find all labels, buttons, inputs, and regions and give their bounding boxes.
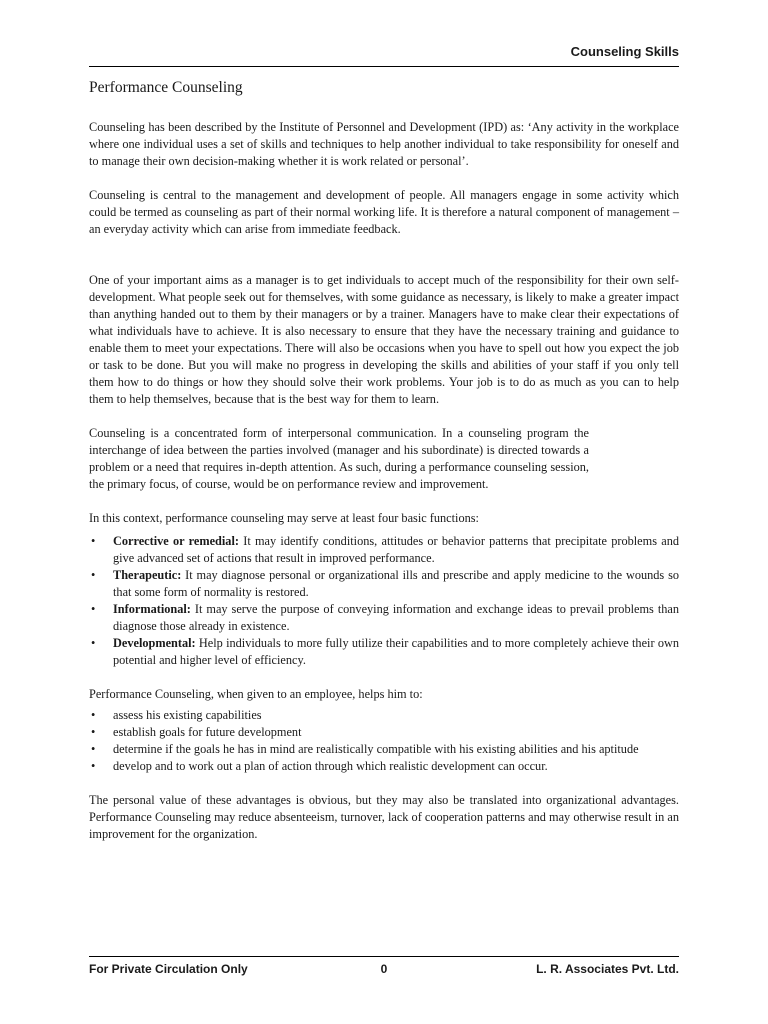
bullet-icon: • bbox=[91, 568, 96, 582]
header-divider bbox=[89, 66, 679, 67]
footer-divider bbox=[89, 956, 679, 957]
function-term: Informational: bbox=[113, 602, 191, 616]
list-item bbox=[89, 601, 679, 635]
function-term: Corrective or remedial: bbox=[113, 534, 239, 548]
helps-list bbox=[89, 707, 679, 775]
footer-publisher: L. R. Associates Pvt. Ltd. bbox=[536, 962, 679, 976]
list-item-text: establish goals for future development bbox=[113, 725, 302, 739]
footer-circulation-note: For Private Circulation Only bbox=[89, 962, 248, 976]
bullet-icon: • bbox=[91, 708, 96, 722]
bullet-icon: • bbox=[91, 725, 96, 739]
running-header: Counseling Skills bbox=[570, 44, 679, 59]
bullet-icon: • bbox=[91, 602, 96, 616]
function-term: Therapeutic: bbox=[113, 568, 182, 582]
paragraph-interpersonal-communication: Counseling is a concentrated form of interpersonal communication. In a counseling program the interchange of idea between the parties involved (manager and his subordinate) is directed towards a problem or a need that requires in-depth attention. As such, during a performance counseling session, the primary focus, of course, would be on performance review and improvement. bbox=[89, 426, 589, 491]
list-item bbox=[89, 567, 679, 601]
paragraph-self-development: One of your important aims as a manager is to get individuals to accept much of the responsibility for their own self-development. What people seek out for themselves, with some guidance as necessary, is likely to make a greater impact than anything handed out to them by their managers or by a trainer. Managers have to make clear their expectations of what individuals have to achieve. It is also necessary to ensure that they have the necessary training and guidance to enable them to meet your expectations. There will also be occasions when you have to spell out how you expect the job or task to be done. But you will make no progress in developing the skills and abilities of your staff if you only tell them how to do things or how they should solve their work problems. Your job is to do as much as you can to help them to help themselves, because that is the best way for them to learn. bbox=[89, 273, 679, 406]
list-item-text: determine if the goals he has in mind are realistically compatible with his existing abilities and his aptitude bbox=[113, 742, 639, 756]
paragraph-central-role: Counseling is central to the management and development of people. All managers engage in some activity which could be termed as counseling as part of their normal working life. It is therefore a natural component of management – an everyday activity which can arise from immediate feedback. bbox=[89, 188, 679, 236]
page-number: 0 bbox=[380, 962, 388, 976]
list-item bbox=[89, 758, 679, 775]
function-description: Help individuals to more fully utilize their capabilities and to more completely achieve their own potential and higher level of efficiency. bbox=[113, 636, 679, 667]
list-item bbox=[89, 635, 679, 669]
paragraph-helps-intro: Performance Counseling, when given to an employee, helps him to: bbox=[89, 687, 423, 701]
bullet-icon: • bbox=[91, 759, 96, 773]
function-description: It may diagnose personal or organizational ills and prescribe and apply medicine to the wounds so that some form of normality is restored. bbox=[113, 568, 679, 599]
paragraph-ipd-definition: Counseling has been described by the Institute of Personnel and Development (IPD) as: ‘Any activity in the workplace where one individual uses a set of skills and techniques to help another individual to take responsibility for oneself and to manage their own decision-making whether it is work related or personal’. bbox=[89, 120, 679, 168]
list-item bbox=[89, 741, 679, 758]
section-title: Performance Counseling bbox=[89, 79, 243, 96]
function-term: Developmental: bbox=[113, 636, 196, 650]
list-item bbox=[89, 707, 679, 724]
function-description: It may identify conditions, attitudes or behavior patterns that precipitate problems and give advanced set of actions that result in improved performance. bbox=[113, 534, 679, 565]
list-item-text: develop and to work out a plan of action through which realistic development can occur. bbox=[113, 759, 548, 773]
bullet-icon: • bbox=[91, 534, 96, 548]
function-description: It may serve the purpose of conveying information and exchange ideas to prevail problems than diagnose those already in existence. bbox=[113, 602, 679, 633]
list-item bbox=[89, 533, 679, 567]
paragraph-organizational-value: The personal value of these advantages is obvious, but they may also be translated into organizational advantages. Performance Counseling may reduce absenteeism, turnover, lack of cooperation patterns and may otherwise result in an improvement for the organization. bbox=[89, 793, 679, 841]
bullet-icon: • bbox=[91, 742, 96, 756]
list-item-text: assess his existing capabilities bbox=[113, 708, 262, 722]
body-text bbox=[89, 119, 679, 860]
paragraph-functions-intro: In this context, performance counseling may serve at least four basic functions: bbox=[89, 511, 479, 525]
bullet-icon: • bbox=[91, 636, 96, 650]
functions-list bbox=[89, 533, 679, 669]
list-item bbox=[89, 724, 679, 741]
